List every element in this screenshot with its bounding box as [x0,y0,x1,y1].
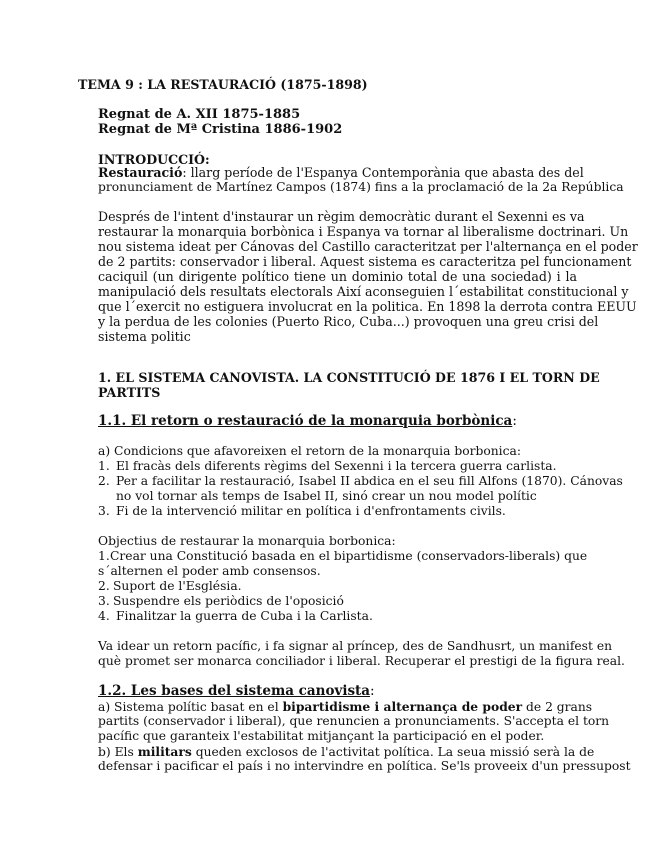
list-item-cont: no vol tornar als temps de Isabel II, sinó crear un nou model polític [116,489,537,503]
list-number: 4. [98,609,110,623]
paragraph-line: de 2 partits: conservador i liberal. Aquest sistema es caracteritza pel funcionament [98,254,632,269]
paragraph-line: caciquil (un dirigente político tiene un dominio total de una sociedad) i la [98,269,577,284]
intro-definition-line: pronunciament de Martínez Campos (1874) fins a la proclamació de la 2a República [98,180,624,194]
intro-definition-text: : llarg període de l'Espanya Contemporània que abasta des del [182,165,584,180]
subsection-heading-1-1 [98,414,517,429]
intro-term: Restauració [98,165,183,180]
subsection-heading-1-2 [98,684,375,699]
objectives-heading: Objectius de restaurar la monarquia borbonica: [98,534,396,548]
bases-a-bold: bipartidisme i alternança de poder [282,699,523,714]
document-title: TEMA 9 : LA RESTAURACIÓ (1875-1898) [78,77,368,92]
list-number: 3. [98,594,110,608]
intro-definition-line [98,165,584,180]
conditions-heading: a) Condicions que afavoreixen el retorn de la monarquia borbonica: [98,444,521,458]
bases-item-a [98,699,593,715]
section-heading-1: 1. EL SISTEMA CANOVISTA. LA CONSTITUCIÓ DE 1876 I EL TORN DE [98,370,600,385]
bases-b-bold: militars [137,744,192,759]
subsection-title: 1.2. Les bases del sistema canovista [98,683,371,699]
subsection-title: 1.1. El retorn o restauració de la monarquia borbònica [98,413,513,429]
paragraph-line: Va idear un retorn pacífic, i fa signar al príncep, des de Sandhusrt, un manifest en [98,639,613,653]
reign-alfonso: Regnat de A. XII 1875-1885 [98,107,301,122]
paragraph-line: que l´exercit no estiguera involucrat en la politica. En 1898 la derrota contra EEUU [98,299,637,314]
bases-item-b [98,744,595,760]
paragraph-line: què promet ser monarca conciliador i liberal. Recuperar el prestigi de la figura real. [98,654,625,668]
list-item: Crear una Constitució basada en el bipartidisme (conservadors-liberals) que [110,549,588,563]
reign-maria-cristina: Regnat de Mª Cristina 1886-1902 [98,122,343,137]
list-item: Suport de l'Església. [113,579,242,593]
list-item: El fracàs dels diferents règims del Sexenni i la tercera guerra carlista. [116,459,557,473]
bases-b-text: b) Els [98,745,138,759]
paragraph-line: restaurar la monarquia borbònica i Espanya va tornar al liberalisme doctrinari. Un [98,224,629,239]
list-item: Fi de la intervenció militar en política i d'enfrontaments civils. [116,504,506,518]
intro-heading: INTRODUCCIÓ: [98,152,210,167]
list-number: 2. [98,474,110,488]
bases-item-a-cont: pacífic que garanteix l'estabilitat mitjançant la participació en el poder. [98,729,545,743]
list-item-cont: s´alternen el poder amb consensos. [98,564,321,578]
paragraph-line: y la perdua de les colonies (Puerto Rico, Cuba...) provoquen una greu crisi del [98,314,599,329]
bases-item-b-cont: defensar i pacificar el país i no intervindre en política. Se'ls proveeix d'un pressupost [98,759,631,773]
list-item: Suspendre els periòdics de l'oposició [113,594,344,608]
list-item: Per a facilitar la restauració, Isabel II abdica en el seu fill Alfons (1870). Cánovas [116,474,623,488]
subsection-colon: : [370,683,375,699]
bases-a-text-end: de 2 grans [522,700,593,714]
paragraph-line: Després de l'intent d'instaurar un règim democràtic durant el Sexenni es va [98,209,585,224]
list-item: Finalitzar la guerra de Cuba i la Carlista. [116,609,373,623]
subsection-colon: : [512,413,517,429]
bases-a-text: a) Sistema polític basat en el [98,700,283,714]
section-heading-1-cont: PARTITS [98,385,161,400]
bases-item-a-cont: partits (conservador i liberal), que renuncien a pronunciaments. S'accepta el torn [98,714,610,728]
list-number: 1. [98,549,110,563]
bases-b-text-end: queden exclosos de l'activitat política. La seua missió serà la de [191,745,595,759]
list-number: 3. [98,504,110,518]
list-number: 2. [98,579,110,593]
paragraph-line: nou sistema ideat per Cánovas del Castillo caracteritzat per l'alternança en el poder [98,239,638,254]
paragraph-line: manipulació dels resultats electorals Així aconseguien l´estabilitat constitucional y [98,284,629,299]
list-number: 1. [98,459,110,473]
paragraph-line: sistema politic [98,329,191,344]
